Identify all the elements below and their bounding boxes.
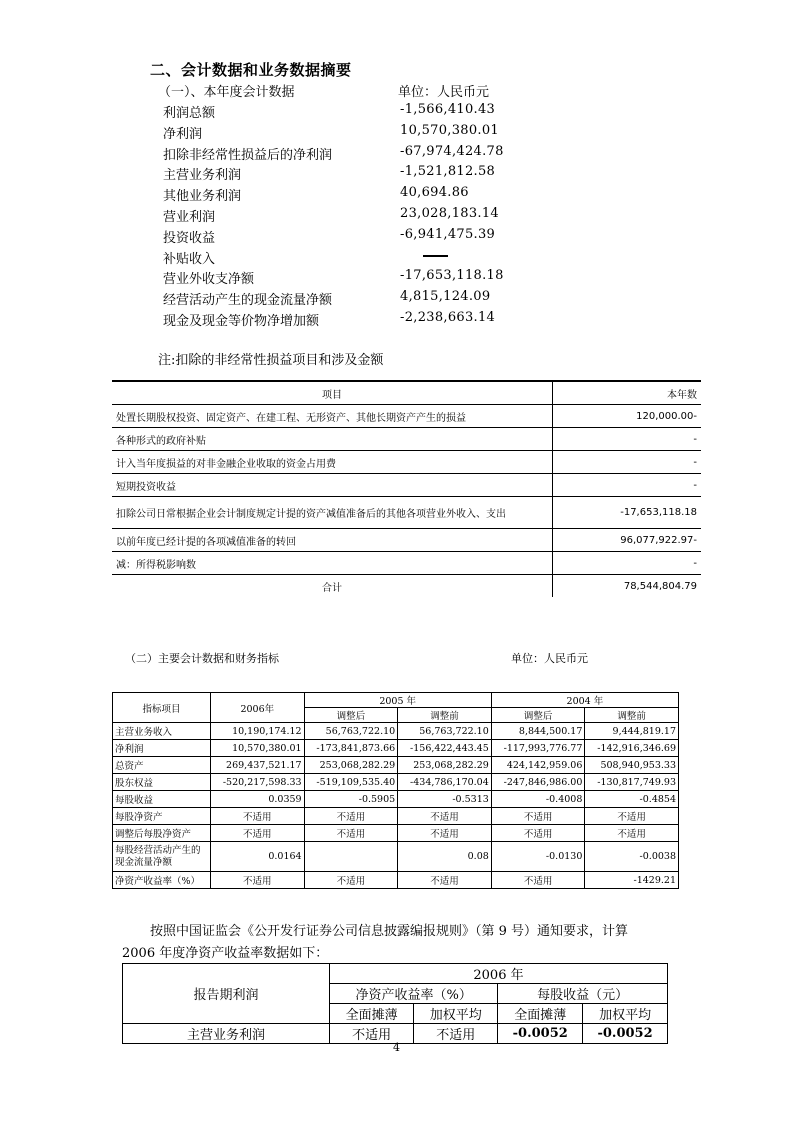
page-number: 4 bbox=[393, 1041, 400, 1054]
table-row bbox=[112, 552, 701, 575]
table-row bbox=[113, 872, 679, 889]
row-value: -0.4854 bbox=[585, 791, 679, 808]
row-value: 不适用 bbox=[414, 1024, 498, 1044]
data-label: 营业利润 bbox=[163, 210, 216, 225]
row-value: -156,422,443.45 bbox=[398, 740, 492, 757]
row-value: - bbox=[553, 552, 702, 575]
data-label: 净利润 bbox=[163, 127, 203, 142]
data-label: 投资收益 bbox=[163, 231, 216, 246]
col-header-eps-weighted: 加权平均 bbox=[583, 1004, 668, 1024]
data-value: 10,570,380.01 bbox=[400, 123, 500, 138]
row-value: -0.0052 bbox=[583, 1024, 668, 1044]
row-value: 不适用 bbox=[398, 808, 492, 825]
data-label: 利润总额 bbox=[163, 106, 216, 121]
col-header-2005-after: 调整后 bbox=[304, 708, 398, 723]
row-item: 处置长期股权投资、固定资产、在建工程、无形资产、其他长期资产产生的损益 bbox=[112, 405, 553, 428]
row-label: 主营业务利润 bbox=[123, 1024, 330, 1044]
table-header-row bbox=[113, 693, 679, 708]
row-value: -173,841,873.66 bbox=[304, 740, 398, 757]
table-row bbox=[112, 474, 701, 497]
row-value: 不适用 bbox=[211, 825, 305, 842]
row-value: 不适用 bbox=[304, 825, 398, 842]
row-value: 不适用 bbox=[585, 825, 679, 842]
row-value: 不适用 bbox=[491, 825, 585, 842]
unit-label: 单位：人民币元 bbox=[398, 85, 490, 100]
row-value: - bbox=[553, 451, 702, 474]
col-header-eps-full: 全面摊薄 bbox=[498, 1004, 583, 1024]
row-label: 每股净资产 bbox=[113, 808, 211, 825]
row-value: -519,109,535.40 bbox=[304, 774, 398, 791]
row-item: 各种形式的政府补贴 bbox=[112, 428, 553, 451]
row-value: -0.0038 bbox=[585, 842, 679, 872]
row-value: 不适用 bbox=[585, 808, 679, 825]
row-value: 0.0359 bbox=[211, 791, 305, 808]
paragraph-line-1: 按照中国证监会《公开发行证券公司信息披露编报规则》（第 9 号）通知要求，计算 bbox=[150, 924, 629, 939]
note: 注:扣除的非经常性损益项目和涉及金额 bbox=[158, 353, 384, 368]
roe-table bbox=[122, 963, 668, 1044]
row-value: -0.5313 bbox=[398, 791, 492, 808]
total-value: 78,544,804.79 bbox=[553, 575, 702, 598]
table-row bbox=[112, 497, 701, 529]
row-item: 短期投资收益 bbox=[112, 474, 553, 497]
table-header-row bbox=[112, 381, 701, 405]
row-label: 总资产 bbox=[113, 757, 211, 774]
row-value: 269,437,521.17 bbox=[211, 757, 305, 774]
row-value: -520,217,598.33 bbox=[211, 774, 305, 791]
col-header-roe: 净资产收益率（%） bbox=[330, 984, 498, 1004]
data-value: -1,566,410.43 bbox=[400, 102, 496, 117]
table-row bbox=[113, 723, 679, 740]
unit2-label: 单位：人民币元 bbox=[511, 652, 588, 665]
row-value: 不适用 bbox=[304, 872, 398, 889]
row-value: 56,763,722.10 bbox=[304, 723, 398, 740]
table-header-row bbox=[123, 964, 668, 984]
data-value: 23,028,183.14 bbox=[400, 206, 500, 221]
data-label: 经营活动产生的现金流量净额 bbox=[163, 293, 333, 308]
table-row bbox=[112, 428, 701, 451]
col-header-item: 指标项目 bbox=[113, 693, 211, 723]
row-value: 0.0164 bbox=[211, 842, 305, 872]
row-value: -0.5905 bbox=[304, 791, 398, 808]
row-value: - bbox=[553, 428, 702, 451]
subsection-title: （一）、本年度会计数据 bbox=[158, 85, 295, 100]
table-row bbox=[113, 740, 679, 757]
row-value: -1429.21 bbox=[585, 872, 679, 889]
row-value: 不适用 bbox=[211, 808, 305, 825]
row-value: 0.08 bbox=[398, 842, 492, 872]
col-header-roe-full: 全面摊薄 bbox=[330, 1004, 414, 1024]
table-row bbox=[112, 451, 701, 474]
row-value: 253,068,282.29 bbox=[398, 757, 492, 774]
row-value: 424,142,959.06 bbox=[491, 757, 585, 774]
row-label: 净资产收益率（%） bbox=[113, 872, 211, 889]
row-value: -117,993,776.77 bbox=[491, 740, 585, 757]
col-header-roe-weighted: 加权平均 bbox=[414, 1004, 498, 1024]
row-label: 净利润 bbox=[113, 740, 211, 757]
row-value: -0.0052 bbox=[498, 1024, 583, 1044]
row-value: 10,190,174.12 bbox=[211, 723, 305, 740]
row-item: 以前年度已经计提的各项减值准备的转回 bbox=[112, 529, 553, 552]
row-value: 不适用 bbox=[398, 872, 492, 889]
data-label: 主营业务利润 bbox=[163, 168, 242, 183]
col-header-value: 本年数 bbox=[553, 381, 702, 405]
col-header-2005-before: 调整前 bbox=[398, 708, 492, 723]
row-item: 计入当年度损益的对非金融企业收取的资金占用费 bbox=[112, 451, 553, 474]
col-header-2004: 2004 年 bbox=[491, 693, 678, 708]
row-value: 9,444,819.17 bbox=[585, 723, 679, 740]
row-value: 253,068,282.29 bbox=[304, 757, 398, 774]
financial-indicators-table bbox=[112, 692, 679, 889]
table-row bbox=[113, 757, 679, 774]
data-label: 现金及现金等价物净增加额 bbox=[163, 314, 320, 329]
table-row bbox=[113, 825, 679, 842]
data-label: 扣除非经常性损益后的净利润 bbox=[163, 148, 333, 163]
col-header-2006: 2006年 bbox=[211, 693, 305, 723]
data-label: 营业外收支净额 bbox=[163, 272, 255, 287]
table-row bbox=[113, 774, 679, 791]
data-value: -2,238,663.14 bbox=[400, 310, 496, 325]
col-header-item: 项目 bbox=[112, 381, 553, 405]
table-row bbox=[112, 529, 701, 552]
data-label: 其他业务利润 bbox=[163, 189, 242, 204]
row-value: -17,653,118.18 bbox=[553, 497, 702, 529]
row-item: 扣除公司日常根据企业会计制度规定计提的资产减值准备后的其他各项营业外收入、支出 bbox=[112, 497, 553, 529]
row-value: 120,000.00- bbox=[553, 405, 702, 428]
row-label: 每股收益 bbox=[113, 791, 211, 808]
row-value: 不适用 bbox=[304, 808, 398, 825]
col-header-2005: 2005 年 bbox=[304, 693, 491, 708]
table-row bbox=[113, 791, 679, 808]
row-value: 不适用 bbox=[398, 825, 492, 842]
total-label: 合计 bbox=[112, 575, 553, 598]
row-item: 减：所得税影响数 bbox=[112, 552, 553, 575]
data-value: 40,694.86 bbox=[400, 185, 469, 200]
section-title: 二、会计数据和业务数据摘要 bbox=[150, 61, 352, 79]
table-total-row bbox=[112, 575, 701, 598]
col-header-2004-before: 调整前 bbox=[585, 708, 679, 723]
data-value: -67,974,424.78 bbox=[400, 144, 504, 159]
row-value: 508,940,953.33 bbox=[585, 757, 679, 774]
row-value: -0.4008 bbox=[491, 791, 585, 808]
row-value: 8,844,500.17 bbox=[491, 723, 585, 740]
data-value: -17,653,118.18 bbox=[400, 268, 504, 283]
col-header-eps: 每股收益（元） bbox=[498, 984, 668, 1004]
subsection2-title: （二）主要会计数据和财务指标 bbox=[125, 652, 279, 665]
data-value: 4,815,124.09 bbox=[400, 289, 491, 304]
data-value: -1,521,812.58 bbox=[400, 164, 496, 179]
row-label: 主营业务收入 bbox=[113, 723, 211, 740]
row-label: 调整后每股净资产 bbox=[113, 825, 211, 842]
row-value: -142,916,346.69 bbox=[585, 740, 679, 757]
row-value: 不适用 bbox=[211, 872, 305, 889]
row-value: 不适用 bbox=[330, 1024, 414, 1044]
table-row bbox=[112, 405, 701, 428]
data-label: 补贴收入 bbox=[163, 252, 216, 267]
row-label: 每股经营活动产生的现金流量净额 bbox=[113, 842, 211, 872]
table-row bbox=[113, 842, 679, 872]
row-value: -434,786,170.04 bbox=[398, 774, 492, 791]
row-value: 96,077,922.97- bbox=[553, 529, 702, 552]
col-header-year: 2006 年 bbox=[330, 964, 668, 984]
row-value: -0.0130 bbox=[491, 842, 585, 872]
row-label: 股东权益 bbox=[113, 774, 211, 791]
table-row bbox=[113, 808, 679, 825]
row-value: - bbox=[553, 474, 702, 497]
row-value: -130,817,749.93 bbox=[585, 774, 679, 791]
row-value: -247,846,986.00 bbox=[491, 774, 585, 791]
row-value: 10,570,380.01 bbox=[211, 740, 305, 757]
paragraph-line-2: 2006 年度净资产收益率数据如下： bbox=[122, 946, 329, 961]
nonrecurring-items-table bbox=[112, 380, 701, 597]
financial-indicators-table-wrap bbox=[112, 692, 680, 900]
col-header-2004-after: 调整后 bbox=[491, 708, 585, 723]
empty-value-dash bbox=[423, 255, 448, 257]
row-value: 不适用 bbox=[491, 808, 585, 825]
col-header-profit: 报告期利润 bbox=[123, 964, 330, 1024]
row-value: 不适用 bbox=[491, 872, 585, 889]
row-value bbox=[304, 842, 398, 872]
data-value: -6,941,475.39 bbox=[400, 227, 496, 242]
row-value: 56,763,722.10 bbox=[398, 723, 492, 740]
